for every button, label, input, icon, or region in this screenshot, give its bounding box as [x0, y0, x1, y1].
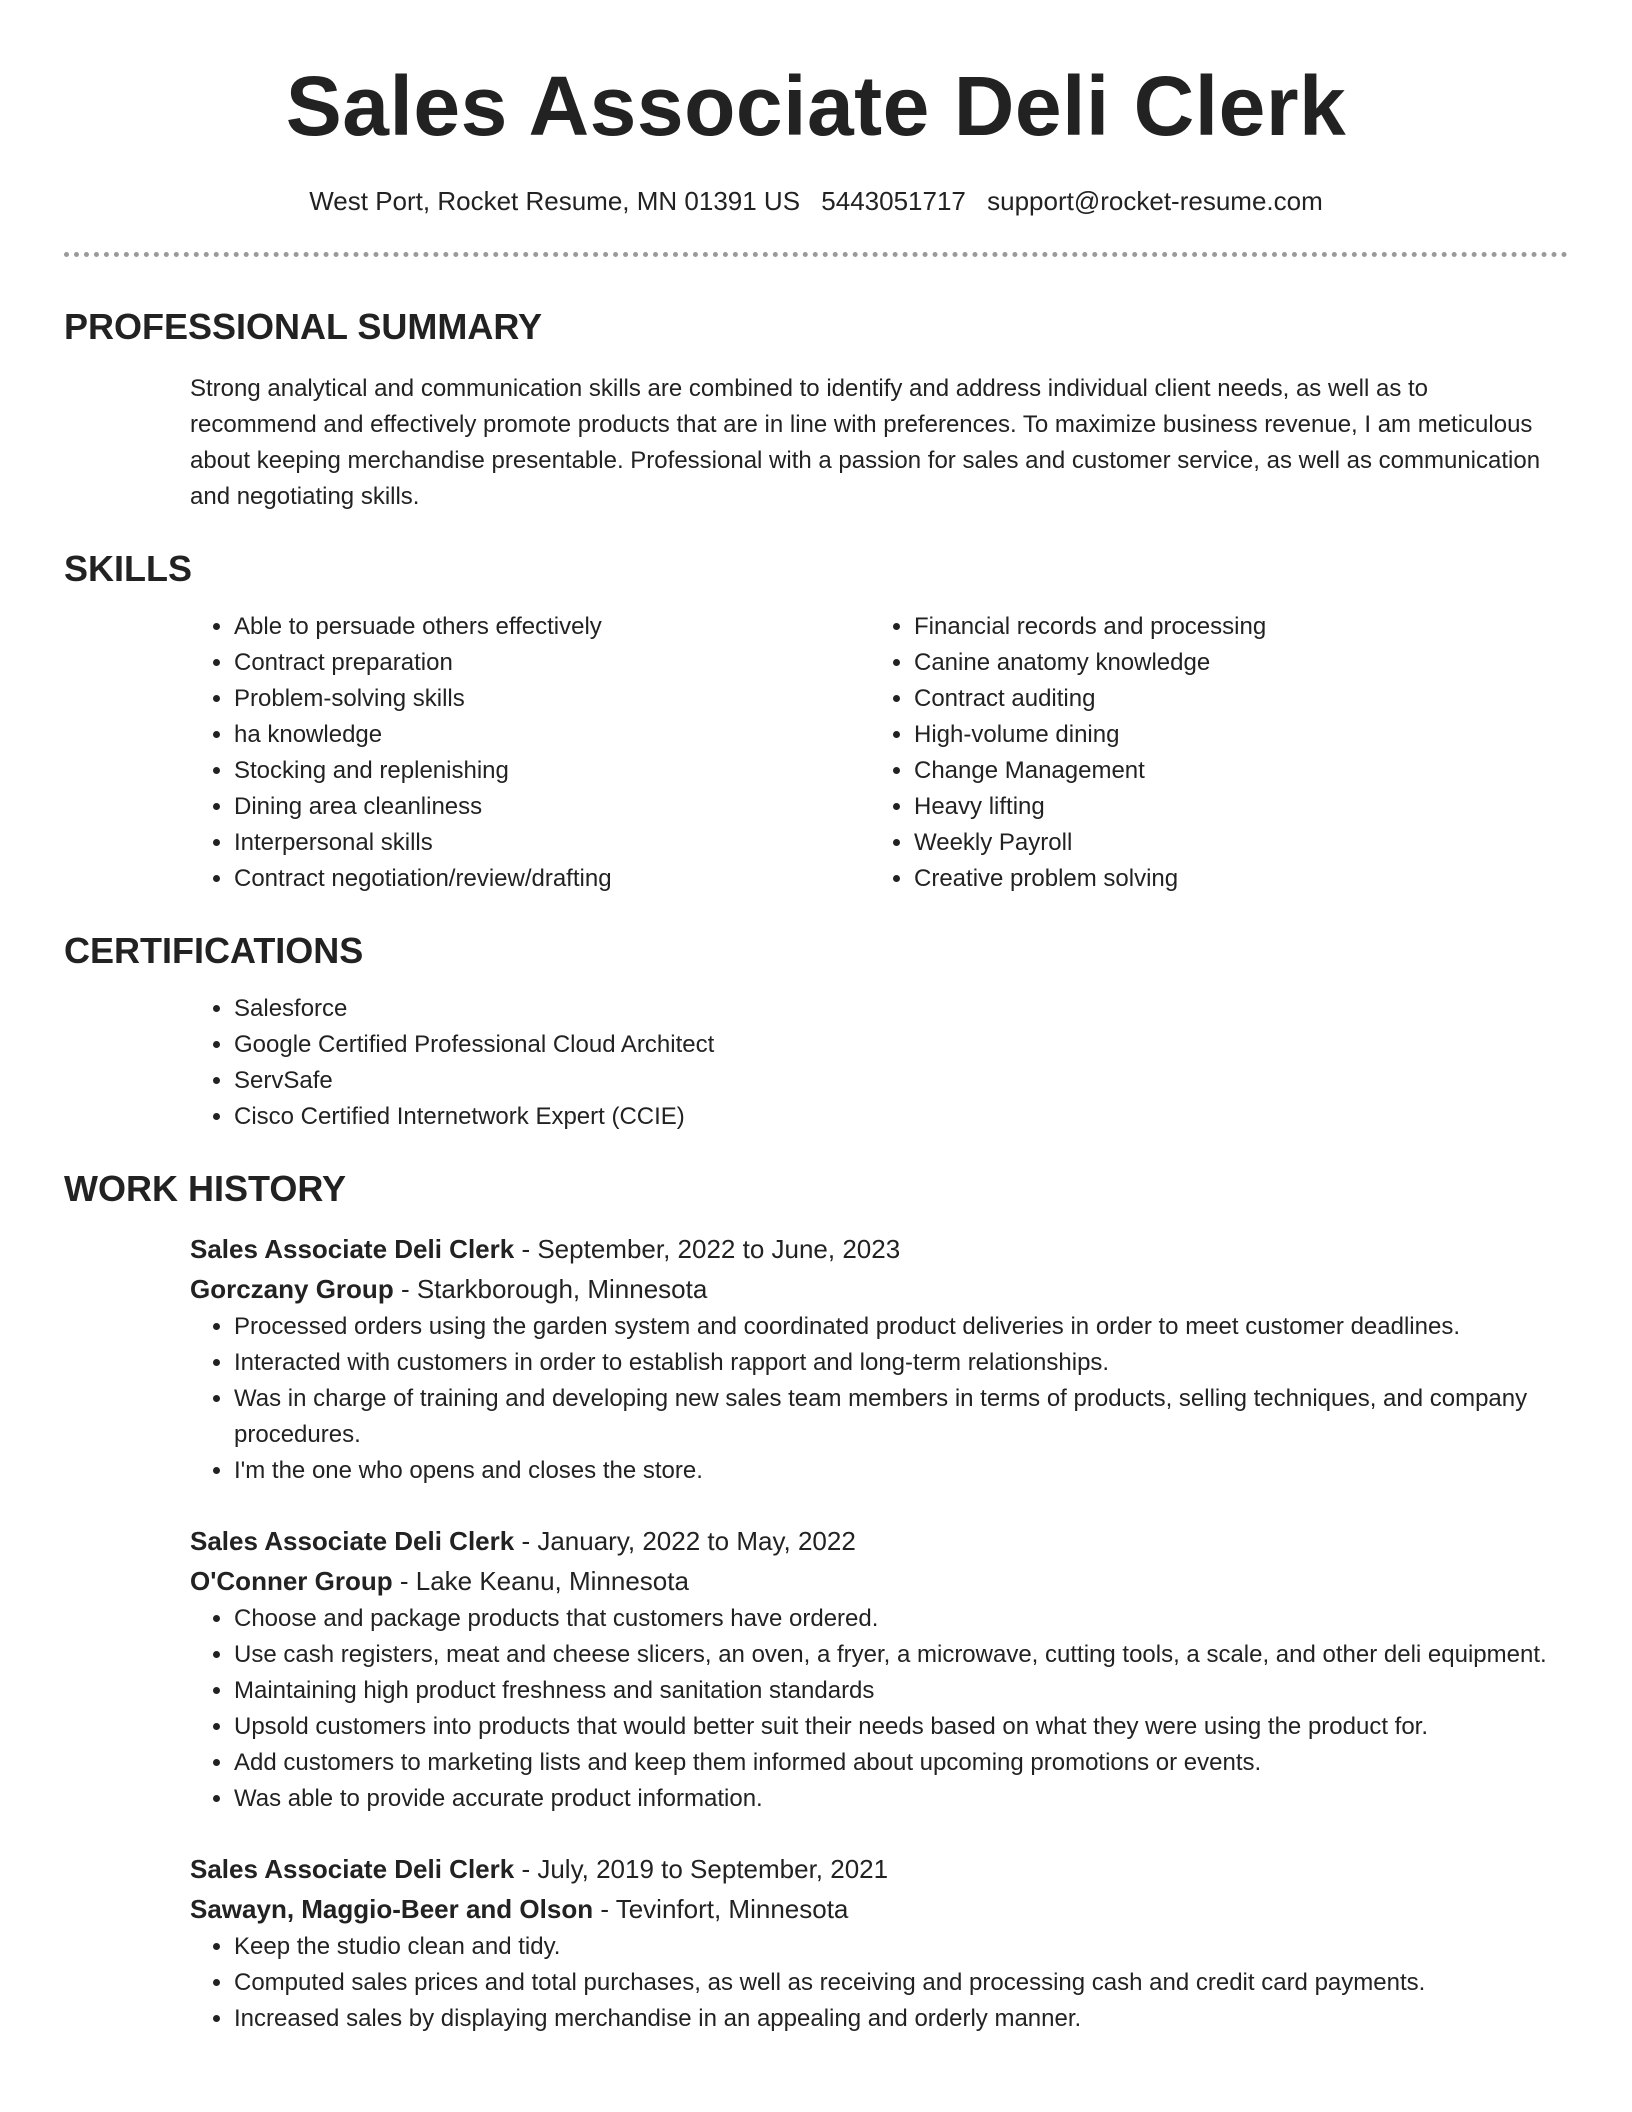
skill-item: • Dining area cleanliness [234, 789, 870, 825]
job-duty: • Add customers to marketing lists and keep them informed about upcoming promotions or events. [234, 1745, 1560, 1781]
skills-left-column [190, 609, 870, 897]
certifications-body [190, 991, 1560, 1135]
skill-item: • Canine anatomy knowledge [914, 645, 1550, 681]
certification-item: • Cisco Certified Internetwork Expert (CCIE) [234, 1099, 1560, 1135]
job-company-line [190, 1889, 1560, 1929]
skills-heading: SKILLS [64, 548, 193, 589]
skill-item: • Heavy lifting [914, 789, 1550, 825]
contact-line [64, 184, 1568, 218]
skill-item: • Able to persuade others effectively [234, 609, 870, 645]
job-duty: • I'm the one who opens and closes the store. [234, 1453, 1560, 1489]
job-company-line [190, 1269, 1560, 1309]
certifications-list [190, 991, 1560, 1135]
job-duty: • Was able to provide accurate product information. [234, 1781, 1560, 1817]
job-duties-list [190, 1601, 1560, 1817]
summary-text: Strong analytical and communication skills are combined to identify and address individual client needs, as well as to recommend and effectively promote products that are in line with preferences. To maximize business revenue, I am meticulous about keeping merchandise presentable. Professional with a passion for sales and customer service, as well as communication and negotiating skills. [190, 375, 1541, 510]
skills-left-list [190, 609, 870, 897]
skill-item: • Weekly Payroll [914, 825, 1550, 861]
summary-heading: PROFESSIONAL SUMMARY [64, 306, 543, 347]
job-title: Sales Associate Deli Clerk [190, 1854, 515, 1884]
certification-item: • ServSafe [234, 1063, 1560, 1099]
certification-item: • Salesforce [234, 991, 1560, 1027]
job-dates: - January, 2022 to May, 2022 [521, 1526, 856, 1556]
skill-item: • Contract preparation [234, 645, 870, 681]
job-location: - Tevinfort, Minnesota [600, 1894, 849, 1924]
job-duty: • Processed orders using the garden system and coordinated product deliveries in order to meet customer deadlines. [234, 1309, 1560, 1345]
job-entry [190, 1229, 1560, 1489]
skill-item: • Stocking and replenishing [234, 753, 870, 789]
skill-item: • Contract negotiation/review/drafting [234, 861, 870, 897]
job-company: O'Conner Group [190, 1566, 393, 1596]
skill-item: • ha knowledge [234, 717, 870, 753]
skills-section [64, 547, 1568, 897]
job-duty: • Maintaining high product freshness and sanitation standards [234, 1673, 1560, 1709]
job-duty: • Computed sales prices and total purchases, as well as receiving and processing cash and credit card payments. [234, 1965, 1560, 2001]
job-duty: • Use cash registers, meat and cheese slicers, an oven, a fryer, a microwave, cutting tools, a scale, and other deli equipment. [234, 1637, 1560, 1673]
skills-right-list [870, 609, 1550, 897]
summary-section [64, 305, 1568, 515]
skill-item: • Creative problem solving [914, 861, 1550, 897]
resume-name: Sales Associate Deli Clerk [285, 59, 1347, 153]
job-entry [190, 1849, 1560, 2037]
job-title: Sales Associate Deli Clerk [190, 1526, 515, 1556]
job-duty: • Was in charge of training and developing new sales team members in terms of products, selling techniques, and company procedures. [234, 1381, 1560, 1453]
job-duty: • Upsold customers into products that would better suit their needs based on what they were using the product for. [234, 1709, 1560, 1745]
certification-item: • Google Certified Professional Cloud Architect [234, 1027, 1560, 1063]
contact-address: West Port, Rocket Resume, MN 01391 US [309, 186, 801, 216]
job-entry [190, 1521, 1560, 1817]
work-history-heading: WORK HISTORY [64, 1168, 347, 1209]
certifications-heading: CERTIFICATIONS [64, 930, 364, 971]
skill-item: • High-volume dining [914, 717, 1550, 753]
skill-item: • Problem-solving skills [234, 681, 870, 717]
header-divider [64, 252, 1568, 257]
skill-item: • Contract auditing [914, 681, 1550, 717]
job-location: - Starkborough, Minnesota [400, 1274, 708, 1304]
job-title-line [190, 1521, 1560, 1561]
job-duties-list [190, 1309, 1560, 1489]
job-title: Sales Associate Deli Clerk [190, 1234, 515, 1264]
skills-right-column [870, 609, 1550, 897]
job-duty: • Keep the studio clean and tidy. [234, 1929, 1560, 1965]
job-title-line [190, 1849, 1560, 1889]
job-company-line [190, 1561, 1560, 1601]
skills-columns [190, 609, 1560, 897]
work-history-section [64, 1167, 1568, 2037]
job-dates: - September, 2022 to June, 2023 [521, 1234, 901, 1264]
job-title-line [190, 1229, 1560, 1269]
job-duty: • Choose and package products that customers have ordered. [234, 1601, 1560, 1637]
job-company: Gorczany Group [190, 1274, 394, 1304]
contact-phone: 5443051717 [821, 186, 966, 216]
job-duty: • Increased sales by displaying merchandise in an appealing and orderly manner. [234, 2001, 1560, 2037]
job-duty: • Interacted with customers in order to establish rapport and long-term relationships. [234, 1345, 1560, 1381]
job-duties-list [190, 1929, 1560, 2037]
job-location: - Lake Keanu, Minnesota [399, 1566, 689, 1596]
contact-email: support@rocket-resume.com [987, 186, 1323, 216]
skill-item: • Interpersonal skills [234, 825, 870, 861]
certifications-section [64, 929, 1568, 1135]
job-dates: - July, 2019 to September, 2021 [521, 1854, 889, 1884]
job-company: Sawayn, Maggio-Beer and Olson [190, 1894, 594, 1924]
skill-item: • Financial records and processing [914, 609, 1550, 645]
skill-item: • Change Management [914, 753, 1550, 789]
